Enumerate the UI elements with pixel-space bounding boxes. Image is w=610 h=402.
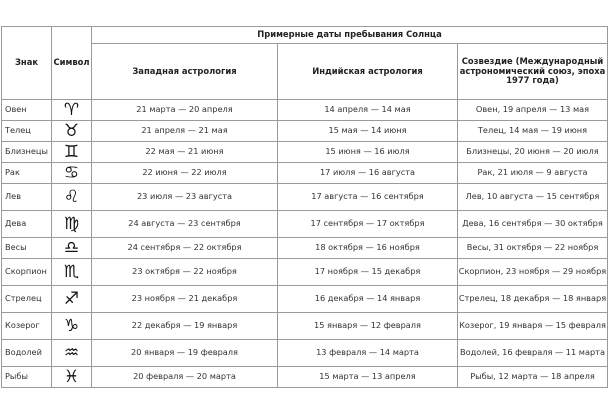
indian-dates: 18 октября — 16 ноября: [278, 238, 458, 259]
sign-name: Лев: [2, 184, 52, 211]
sign-name: Близнецы: [2, 142, 52, 163]
western-dates: 22 декабря — 19 января: [92, 313, 278, 340]
header-sign: Знак: [2, 27, 52, 100]
sign-name: Водолей: [2, 340, 52, 367]
virgo-icon: ♍: [52, 211, 92, 238]
cancer-icon: ♋: [52, 163, 92, 184]
sign-name: Рак: [2, 163, 52, 184]
table-row: [2, 367, 608, 388]
table-row: [2, 286, 608, 313]
top-margin: [0, 0, 610, 26]
header-indian: Индийская астрология: [278, 44, 458, 100]
western-dates: 21 апреля — 21 мая: [92, 121, 278, 142]
western-dates: 22 мая — 21 июня: [92, 142, 278, 163]
western-dates: 23 июля — 23 августа: [92, 184, 278, 211]
sign-name: Дева: [2, 211, 52, 238]
table-row: [2, 238, 608, 259]
gemini-icon: ♊: [52, 142, 92, 163]
table-row: [2, 121, 608, 142]
sign-name: Овен: [2, 100, 52, 121]
table-row: [2, 340, 608, 367]
constellation-dates: Стрелец, 18 декабря — 18 января: [458, 286, 608, 313]
sign-name: Скорпион: [2, 259, 52, 286]
indian-dates: 14 апреля — 14 мая: [278, 100, 458, 121]
indian-dates: 15 января — 12 февраля: [278, 313, 458, 340]
western-dates: 20 января — 19 февраля: [92, 340, 278, 367]
indian-dates: 17 июля — 16 августа: [278, 163, 458, 184]
constellation-dates: Водолей, 16 февраля — 11 марта: [458, 340, 608, 367]
sign-name: Телец: [2, 121, 52, 142]
constellation-dates: Весы, 31 октября — 22 ноября: [458, 238, 608, 259]
pisces-icon: ♓: [52, 367, 92, 388]
indian-dates: 17 августа — 16 сентября: [278, 184, 458, 211]
sign-name: Весы: [2, 238, 52, 259]
indian-dates: 15 июня — 16 июля: [278, 142, 458, 163]
western-dates: 24 сентября — 22 октября: [92, 238, 278, 259]
sign-name: Стрелец: [2, 286, 52, 313]
sign-name: Козерог: [2, 313, 52, 340]
leo-icon: ♌: [52, 184, 92, 211]
constellation-dates: Скорпион, 23 ноября — 29 ноября: [458, 259, 608, 286]
header-constellation: Созвездие (Международный астрономический союз, эпоха 1977 года): [458, 44, 608, 100]
constellation-dates: Овен, 19 апреля — 13 мая: [458, 100, 608, 121]
constellation-dates: Телец, 14 мая — 19 июня: [458, 121, 608, 142]
indian-dates: 17 сентября — 17 октября: [278, 211, 458, 238]
header-group: Примерные даты пребывания Солнца: [92, 27, 608, 44]
table-row: [2, 184, 608, 211]
libra-icon: ♎: [52, 238, 92, 259]
indian-dates: 17 ноября — 15 декабря: [278, 259, 458, 286]
table-row: [2, 100, 608, 121]
indian-dates: 15 мая — 14 июня: [278, 121, 458, 142]
constellation-dates: Козерог, 19 января — 15 февраля: [458, 313, 608, 340]
zodiac-table: [1, 26, 608, 388]
header-western: Западная астрология: [92, 44, 278, 100]
western-dates: 20 февраля — 20 марта: [92, 367, 278, 388]
indian-dates: 15 марта — 13 апреля: [278, 367, 458, 388]
capricorn-icon: ♑: [52, 313, 92, 340]
table-row: [2, 163, 608, 184]
constellation-dates: Близнецы, 20 июня — 20 июля: [458, 142, 608, 163]
western-dates: 23 ноября — 21 декабря: [92, 286, 278, 313]
western-dates: 21 марта — 20 апреля: [92, 100, 278, 121]
scorpio-icon: ♏: [52, 259, 92, 286]
constellation-dates: Рак, 21 июля — 9 августа: [458, 163, 608, 184]
indian-dates: 13 февраля — 14 марта: [278, 340, 458, 367]
sagittarius-icon: ♐: [52, 286, 92, 313]
constellation-dates: Дева, 16 сентября — 30 октября: [458, 211, 608, 238]
constellation-dates: Рыбы, 12 марта — 18 апреля: [458, 367, 608, 388]
constellation-dates: Лев, 10 августа — 15 сентября: [458, 184, 608, 211]
header-symbol: Символ: [52, 27, 92, 100]
aquarius-icon: ♒: [52, 340, 92, 367]
table-row: [2, 142, 608, 163]
sign-name: Рыбы: [2, 367, 52, 388]
table-row: [2, 211, 608, 238]
western-dates: 23 октября — 22 ноября: [92, 259, 278, 286]
western-dates: 22 июня — 22 июля: [92, 163, 278, 184]
aries-icon: ♈: [52, 100, 92, 121]
table-row: [2, 313, 608, 340]
western-dates: 24 августа — 23 сентября: [92, 211, 278, 238]
taurus-icon: ♉: [52, 121, 92, 142]
indian-dates: 16 декабря — 14 января: [278, 286, 458, 313]
table-row: [2, 259, 608, 286]
